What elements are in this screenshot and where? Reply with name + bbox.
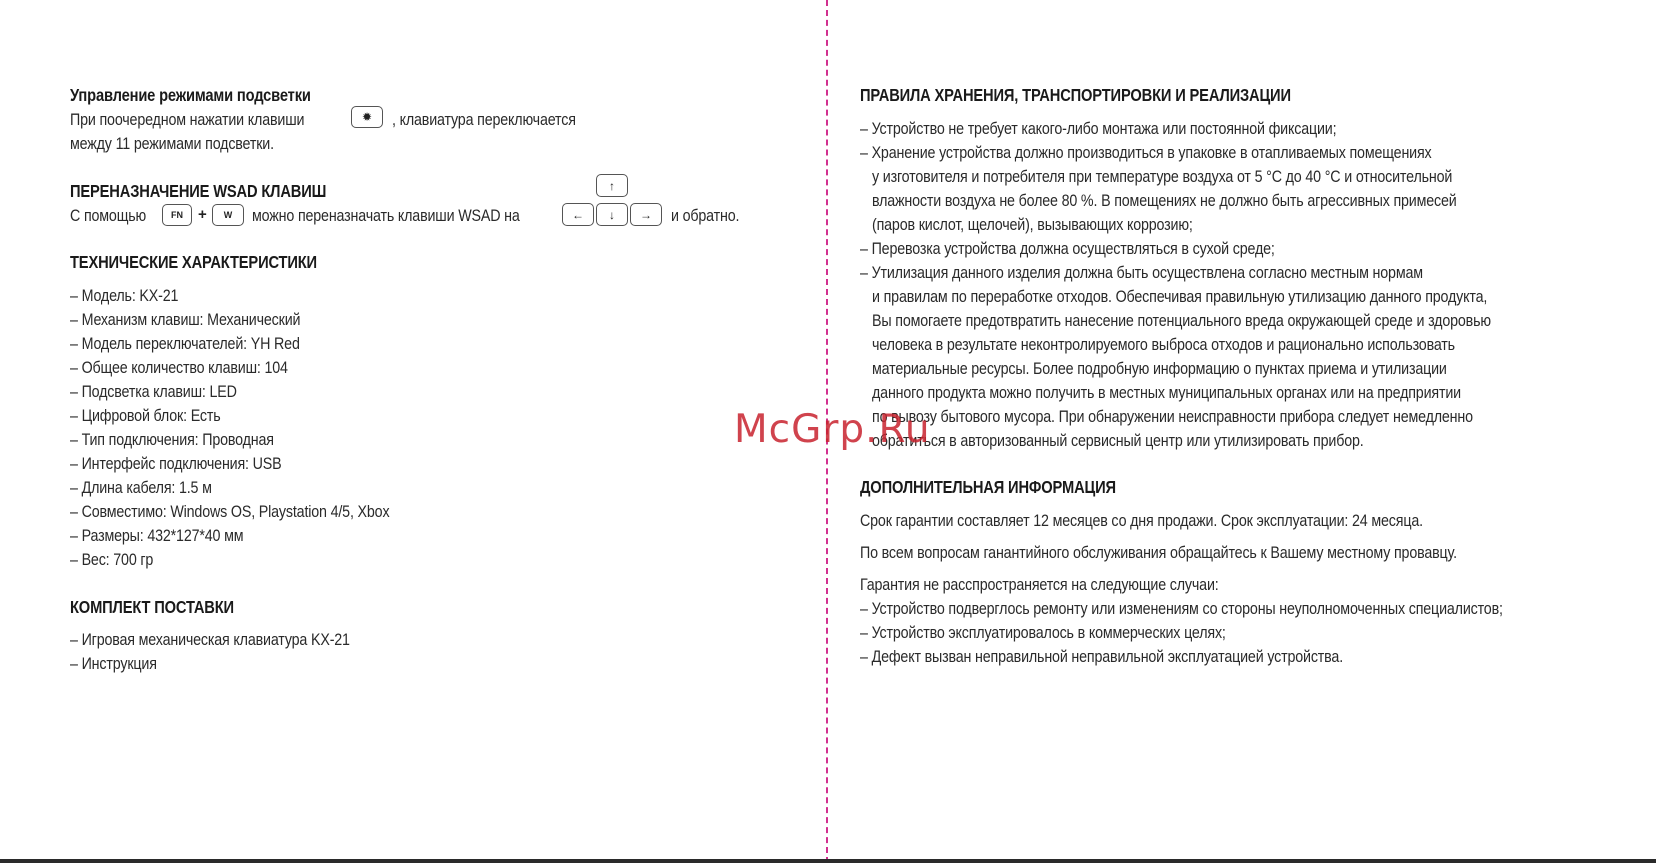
spec-item: – Вес: 700 гр	[70, 550, 154, 569]
spec-item: – Подсветка клавиш: LED	[70, 382, 237, 401]
spec-item: – Модель: KX-21	[70, 286, 179, 305]
arrow-right-key-icon: →	[630, 203, 662, 226]
fn-key-icon: FN	[162, 204, 192, 226]
wsad-title: ПЕРЕНАЗНАЧЕНИЕ WSAD КЛАВИШ	[70, 181, 327, 201]
storage-line: – Устройство не требует какого-либо монтажа или постоянной фиксации;	[860, 119, 1337, 138]
storage-line: обратиться в авторизованный сервисный центр или утилизировать прибор.	[872, 431, 1364, 450]
storage-line: – Перевозка устройства должна осуществляться в сухой среде;	[860, 239, 1275, 258]
storage-line: по вывозу бытового мусора. При обнаружении неисправности прибора следует немедленно	[872, 407, 1473, 426]
kit-item: – Игровая механическая клавиатура KX-21	[70, 630, 350, 649]
backlight-key-icon: ✹	[351, 106, 383, 128]
arrow-down-key-icon: ↓	[596, 203, 628, 226]
spec-item: – Модель переключателей: YH Red	[70, 334, 300, 353]
storage-line: – Утилизация данного изделия должна быть осуществлена согласно местным нормам	[860, 263, 1423, 282]
backlight-text-line2: между 11 режимами подсветки.	[70, 134, 274, 153]
watermark-logo: McGrp.Ru	[734, 407, 931, 452]
spec-item: – Общее количество клавиш: 104	[70, 358, 288, 377]
spec-item: – Совместимо: Windows OS, Playstation 4/5, Xbox	[70, 502, 390, 521]
storage-line: данного продукта можно получить в местных муниципальных органах или на предприятии	[872, 383, 1461, 402]
kit-title: КОМПЛЕКТ ПОСТАВКИ	[70, 597, 234, 617]
w-key-icon: W	[212, 204, 244, 226]
plus-sign: +	[198, 206, 207, 223]
warranty-exclusion-item: – Устройство эксплуатировалось в коммерческих целях;	[860, 623, 1226, 642]
warranty-exclusion-item: – Устройство подверглось ремонту или изменениям со стороны неуполномоченных специалистов;	[860, 599, 1503, 618]
storage-line: влажности воздуха не более 80 %. В помещениях не должно быть агрессивных примесей	[872, 191, 1457, 210]
storage-line: материальные ресурсы. Более подробную информацию о пунктах приема и утилизации	[872, 359, 1447, 378]
arrow-left-key-icon: ←	[562, 203, 594, 226]
spec-item: – Механизм клавиш: Механический	[70, 310, 301, 329]
spec-item: – Длина кабеля: 1.5 м	[70, 478, 212, 497]
warranty-exclusion-item: – Дефект вызван неправильной неправильной эксплуатацией устройства.	[860, 647, 1344, 666]
wsad-text-part1: С помощью	[70, 206, 147, 225]
spec-item: – Размеры: 432*127*40 мм	[70, 526, 244, 545]
kit-item: – Инструкция	[70, 654, 157, 673]
wsad-text-part2: можно переназначать клавиши WSAD на	[252, 206, 520, 225]
backlight-title: Управление режимами подсветки	[70, 85, 311, 105]
wsad-text-part3: и обратно.	[671, 206, 740, 225]
arrow-up-key-icon: ↑	[596, 174, 628, 197]
storage-line: (паров кислот, щелочей), вызывающих коррозию;	[872, 215, 1193, 234]
spec-item: – Цифровой блок: Есть	[70, 406, 221, 425]
storage-line: у изготовителя и потребителя при температуре воздуха от 5 °С до 40 °С и относительной	[872, 167, 1453, 186]
backlight-text-part1: При поочередном нажатии клавиши	[70, 110, 305, 129]
spec-item: – Тип подключения: Проводная	[70, 430, 274, 449]
warranty-exclusions-title: Гарантия не расспространяется на следующие случаи:	[860, 575, 1219, 594]
warranty-term: Срок гарантии составляет 12 месяцев со дня продажи. Срок эксплуатации: 24 месяца.	[860, 511, 1423, 530]
backlight-text-part2: , клавиатура переключается	[392, 110, 576, 129]
warranty-contact: По всем вопросам ганантийного обслуживания обращайтесь к Вашему местному провавцу.	[860, 543, 1457, 562]
storage-title: ПРАВИЛА ХРАНЕНИЯ, ТРАНСПОРТИРОВКИ И РЕАЛИЗАЦИИ	[860, 85, 1291, 105]
storage-line: Вы помогаете предотвратить нанесение потенциального вреда окружающей среде и здоровью	[872, 311, 1491, 330]
storage-line: – Хранение устройства должно производиться в упаковке в отапливаемых помещениях	[860, 143, 1432, 162]
storage-line: человека в результате неконтролируемого выброса отходов и рационально использовать	[872, 335, 1455, 354]
spec-item: – Интерфейс подключения: USB	[70, 454, 282, 473]
bottom-border	[0, 859, 1656, 863]
extra-info-title: ДОПОЛНИТЕЛЬНАЯ ИНФОРМАЦИЯ	[860, 477, 1116, 497]
specs-title: ТЕХНИЧЕСКИЕ ХАРАКТЕРИСТИКИ	[70, 252, 317, 272]
storage-line: и правилам по переработке отходов. Обеспечивая правильную утилизацию данного продукта,	[872, 287, 1488, 306]
